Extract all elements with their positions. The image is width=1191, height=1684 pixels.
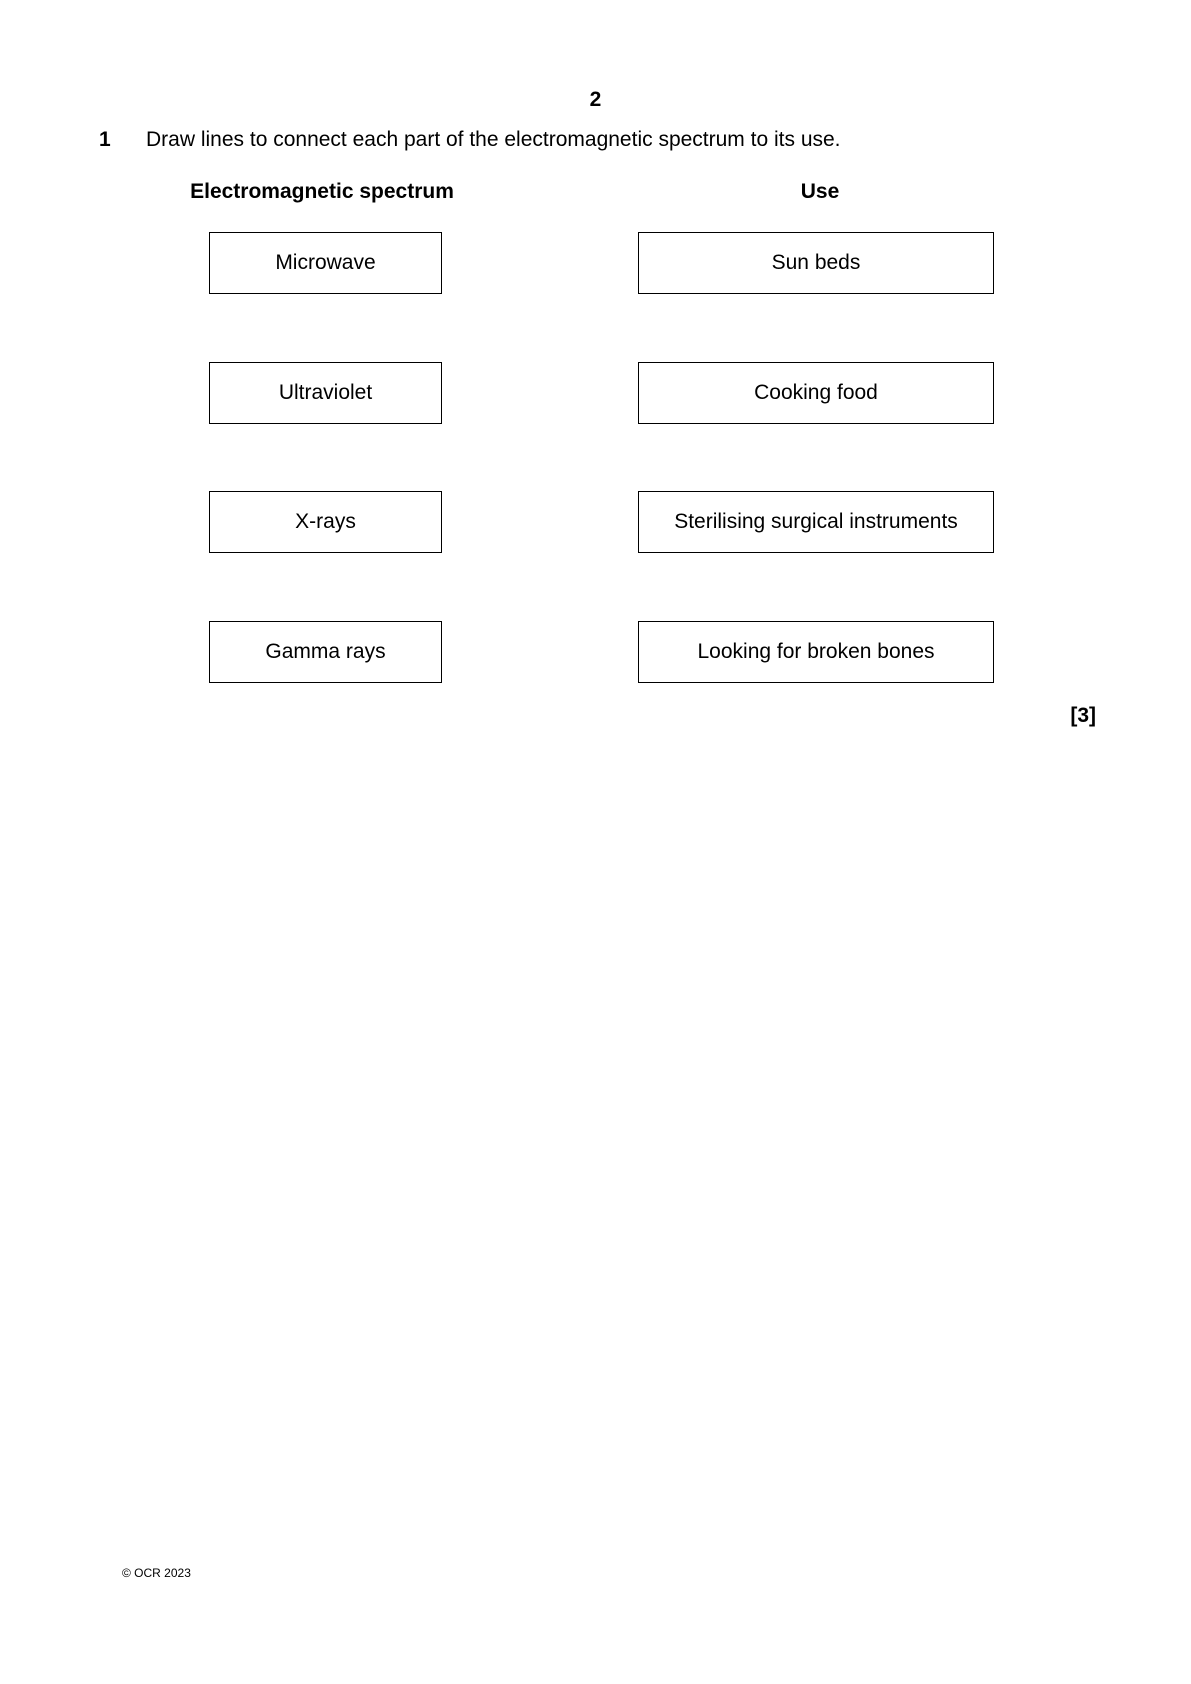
question-number: 1 [99,128,111,151]
use-box-broken-bones[interactable]: Looking for broken bones [638,621,994,683]
spectrum-box-gamma-rays[interactable]: Gamma rays [209,621,442,683]
marks-label: [3] [1070,704,1096,727]
right-column-heading: Use [800,180,840,203]
use-box-cooking-food[interactable]: Cooking food [638,362,994,424]
left-column-heading: Electromagnetic spectrum [190,180,454,203]
page-number: 2 [589,88,602,111]
question-text: Draw lines to connect each part of the electromagnetic spectrum to its use. [146,128,841,151]
copyright-footer: © OCR 2023 [122,1566,191,1580]
spectrum-box-microwave[interactable]: Microwave [209,232,442,294]
spectrum-box-x-rays[interactable]: X-rays [209,491,442,553]
use-box-sterilising[interactable]: Sterilising surgical instruments [638,491,994,553]
use-box-sun-beds[interactable]: Sun beds [638,232,994,294]
spectrum-box-ultraviolet[interactable]: Ultraviolet [209,362,442,424]
